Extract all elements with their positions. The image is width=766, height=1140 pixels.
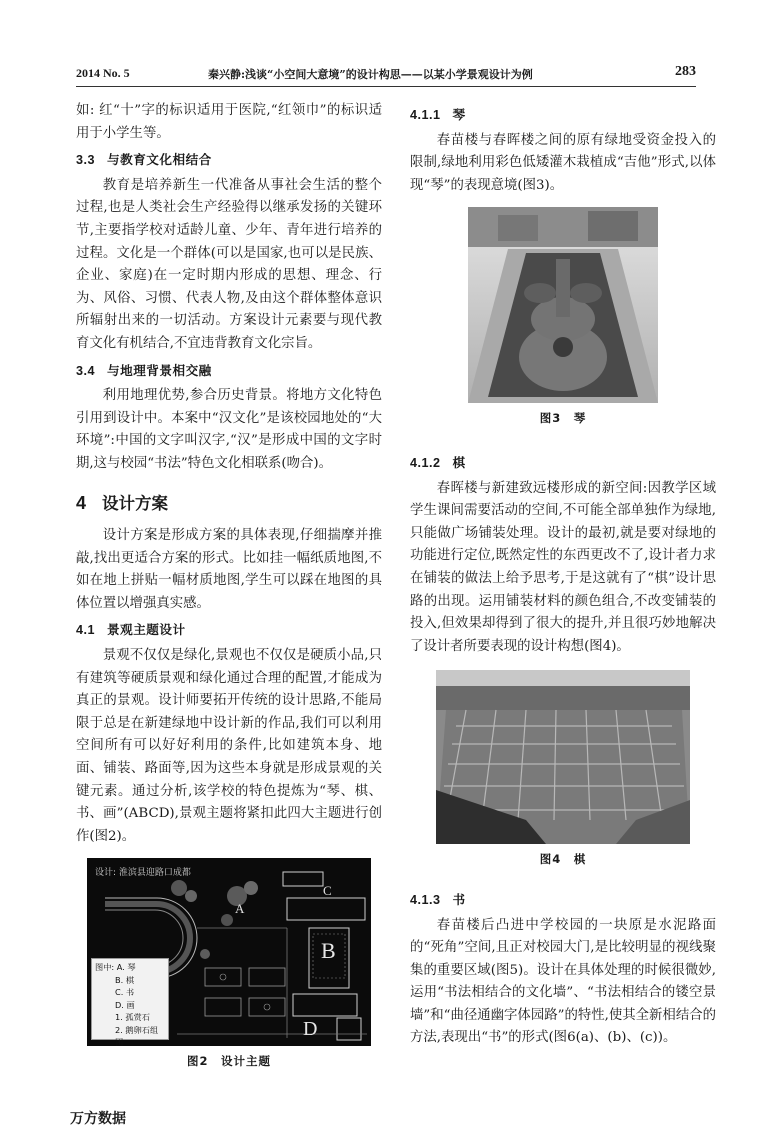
section-3-3-heading [76,149,382,172]
section-title: 棋 [452,454,466,470]
section-number: 3.3 [76,153,96,168]
figure-3-guitar-garden-photo [468,207,658,403]
section-4-1-1-body: 春苗楼与春晖楼之间的原有绿地受资金投入的限制,绿地利用彩色低矮灌木栽植成“吉他”形式,以体现“琴”的表现意境(图3)。 [410,132,716,193]
plan-legend [91,958,169,1047]
figure-4-chessboard-paving-photo [436,670,690,844]
section-title: 与地理背景相交融 [107,362,212,378]
section-number: 4.1.1 [410,108,441,122]
section-4-1-3-body: 春苗楼后凸进中学校园的一块原是水泥路面的“死角”空间,且正对校园大门,是比较明显的视线聚集的重要区域(图5)。设计在具体处理的时候很微妙,运用“书法相结合的文化墙”、“书法相结合的镂空景墙”和“曲径通幽字体园路”的特性,使其全新相结合的方法,表现出“书”的形式(图6(a)、(b)、(c))。 [410,917,716,1046]
plan-letter-c: C [323,883,332,899]
source-footer: 万方数据 [70,1111,126,1127]
section-4-1-heading [76,619,382,642]
section-number: 4.1 [76,623,96,638]
running-header [76,64,696,84]
legend-line: C. 书 [115,987,135,998]
section-4-1-1-heading [410,104,716,127]
section-title: 景观主题设计 [107,622,186,638]
section-3-4-heading [76,360,382,383]
figure-4-caption: 图4 棋 [539,852,587,867]
section-number: 3.4 [76,363,96,378]
paragraph-continued: 如: 红“十”字的标识适用于医院,“红领巾”的标识适用于小学生等。 [76,103,382,141]
figure-2-site-plan [87,858,371,1046]
section-title: 与教育文化相结合 [107,152,212,168]
section-title: 书 [452,891,466,907]
legend-line: 图中: A. 琴 [95,962,136,973]
section-4-1-2-heading [410,452,716,475]
legend-line: 1. 孤赏石 [115,1012,150,1023]
section-4-1-2-body: 春晖楼与新建致远楼形成的新空间:因教学区域学生课间需要活动的空间,不可能全部单独作为绿地,只能做广场铺装处理。设计的最初,就是要对绿地的功能进行定位,既然定性的东西更改不了,设计者力求在铺装的做法上给予思考,于是这就有了“棋”设计思路的出现。运用铺装材料的颜色组合,不改变铺装的投入,但效果却得到了很大的提升,并且很巧妙地解决了设计者所要表现的设计构想(图4)。 [410,480,716,654]
section-title: 设计方案 [102,493,169,513]
section-title: 琴 [452,107,466,122]
section-number: 4.1.2 [410,455,441,470]
running-title: 秦兴静:浅谈“小空间大意境”的设计构思——以某小学景观设计为例 [208,68,533,81]
page-number: 283 [675,64,696,79]
issue-label: 2014 No. 5 [76,66,130,80]
section-3-3-body: 教育是培养新生一代准备从事社会生活的整个过程,也是人类社会生产经验得以继承发扬的关键环节,主要指学校对适龄儿童、少年、青年进行培养的过程。文化是一个群体(可以是国家,也可以是民族、企业、家庭)在一定时期内形成的思想、理念、行为、风俗、习惯、代表人物,及由这个群体整体意识所辐射出来的一切活动。方案设计元素要与现代教育文化有机结合,不宜违背教育文化宗旨。 [76,177,382,351]
section-number: 4 [76,492,87,513]
legend-line: B. 棋 [115,974,135,985]
plan-letter-b: B [321,938,336,964]
right-column [410,100,716,1050]
figure-3-caption: 图3 琴 [539,411,587,426]
plan-letter-d: D [303,1018,318,1041]
legend-line: D. 画 [115,999,135,1010]
section-4-heading [76,492,382,516]
figure-2-caption: 图2 设计主题 [186,1054,271,1069]
plan-title: 设计: 淮滨县迎路口成都 [95,868,191,879]
chessboard-paving-photo [436,670,690,844]
section-number: 4.1.3 [410,892,441,907]
section-4-body: 设计方案是形成方案的具体表现,仔细揣摩并推敲,找出更适合方案的形式。比如挂一幅纸质地图,不如在地上拼贴一幅材质地图,学生可以踩在地图的具体位置以增强真实感。 [76,528,382,611]
section-4-1-body: 景观不仅仅是绿化,景观也不仅仅是硬质小品,只有建筑等硬质景观和绿化通过合理的配置,才能成为真正的景观。设计师要拓开传统的设计思路,不能局限于总是在新建绿地中设计新的作品,我们可以利用空间所有可以好好利用的条件,比如建筑本身、地面、铺装、路面等,因为这些本身就是形成景观的关键元素。通过分析,该学校的特色提炼为“琴、棋、书、画”(ABCD),景观主题将紧扣此四大主题进行创作(图2)。 [76,648,382,844]
guitar-garden-photo [468,207,658,403]
section-3-4-body: 利用地理优势,参合历史背景。将地方文化特色引用到设计中。本案中“汉文化”是该校园地处的“大环境”:中国的文字叫汉字,“汉”是形成中国的文字时期,这与校园“书法”特色文化相联系(吻合)。 [76,388,382,471]
left-column [76,100,382,1083]
plan-letter-a: A [235,901,245,917]
header-rule [76,86,696,87]
section-4-1-3-heading [410,889,716,912]
legend-line: 2. 鹅卵石组团 [115,1024,159,1047]
